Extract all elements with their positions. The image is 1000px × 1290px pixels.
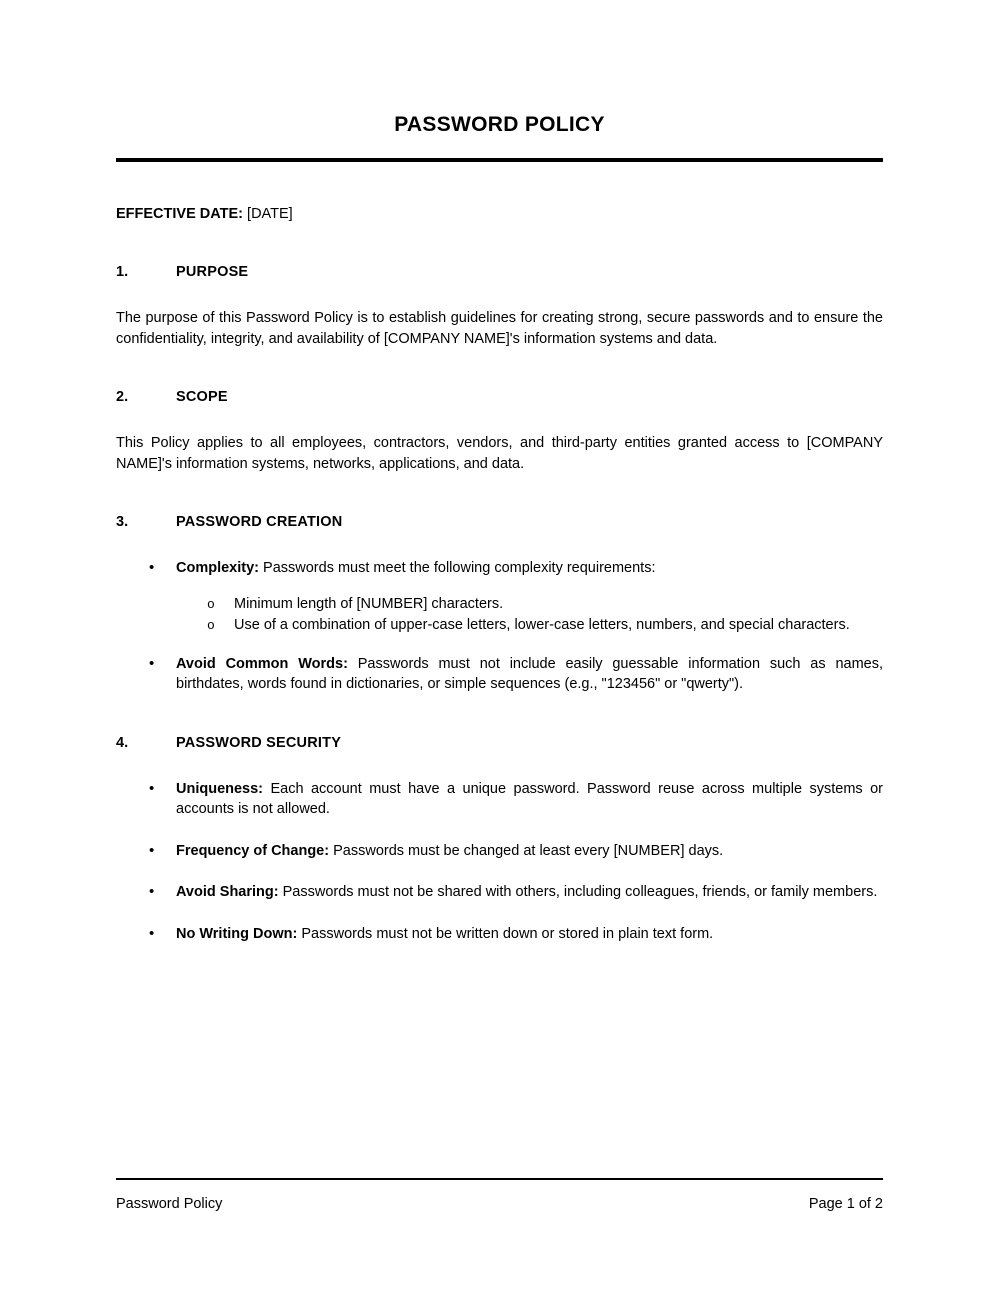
bullet-marker-icon: •: [149, 779, 155, 797]
section-heading-password-security: [116, 733, 883, 753]
bullet-list-password-security: [116, 779, 883, 945]
sub-list-item-text: Minimum length of [NUMBER] characters.: [234, 595, 504, 612]
footer-page-number: Page 1 of 2: [808, 1196, 883, 1212]
section-number: 2.: [116, 389, 129, 405]
page-footer: [116, 1178, 883, 1214]
list-item: [176, 594, 883, 615]
list-item: [116, 924, 883, 945]
bullet-marker-icon: •: [149, 654, 155, 672]
page-title: PASSWORD POLICY: [394, 113, 605, 136]
bullet-marker-icon: •: [149, 841, 155, 859]
list-item-term: Complexity:: [176, 560, 259, 576]
bullet-list-password-creation: [116, 558, 883, 695]
list-item-text: Each account must have a unique password. Password reuse across multiple systems or accounts is not allowed.: [176, 780, 883, 817]
sub-bullet-marker-icon: o: [207, 596, 215, 612]
effective-date-label: EFFECTIVE DATE:: [116, 206, 244, 222]
list-item-term: Frequency of Change:: [176, 842, 330, 859]
list-item-text: Passwords must not be written down or stored in plain text form.: [297, 925, 714, 942]
sub-bullet-list-complexity: [176, 594, 883, 636]
footer-document-name: Password Policy: [116, 1196, 223, 1212]
list-item-text: Passwords must not include easily guessable information such as names, birthdates, words found in dictionaries, or simple sequences (e.g., "123456" or "qwerty").: [176, 655, 883, 692]
title-divider: [116, 158, 883, 162]
section-heading-purpose: [116, 262, 883, 282]
section-number: 3.: [116, 514, 129, 530]
section-number: 1.: [116, 264, 129, 280]
footer-divider: [116, 1178, 883, 1180]
list-item: [116, 779, 883, 820]
section-title: PASSWORD CREATION: [176, 514, 343, 530]
section-title: PASSWORD SECURITY: [176, 734, 342, 751]
effective-date-value: [DATE]: [247, 206, 293, 222]
section-number: 4.: [116, 734, 129, 751]
list-item-text: Passwords must be changed at least every [NUMBER] days.: [329, 842, 724, 859]
sub-list-item-text: Use of a combination of upper-case letters, lower-case letters, numbers, and special characters.: [234, 616, 850, 633]
section-title: PURPOSE: [176, 264, 249, 280]
list-item: [116, 841, 883, 862]
section-heading-password-creation: [116, 512, 883, 532]
section-paragraph-purpose: The purpose of this Password Policy is to establish guidelines for creating strong, secure passwords and to ensure the confidentiality, integrity, and availability of [COMPANY NAME]'s information systems and data.: [116, 310, 883, 347]
list-item: [176, 615, 883, 636]
document-content: [116, 0, 883, 944]
section-heading-scope: [116, 387, 883, 407]
list-item-term: Avoid Sharing:: [176, 884, 279, 900]
bullet-marker-icon: •: [149, 924, 155, 942]
list-item: [116, 882, 883, 903]
list-item-text: Passwords must meet the following complexity requirements:: [259, 560, 656, 576]
effective-date-line: [116, 204, 883, 224]
list-item: [116, 654, 883, 695]
section-paragraph-scope: This Policy applies to all employees, contractors, vendors, and third-party entities granted access to [COMPANY NAME]'s information systems, networks, applications, and data.: [116, 435, 883, 472]
list-item: [116, 558, 883, 636]
list-item-term: Uniqueness:: [176, 780, 264, 797]
sub-bullet-marker-icon: o: [207, 617, 215, 633]
bullet-marker-icon: •: [149, 883, 155, 900]
footer-row: [116, 1194, 883, 1214]
section-title: SCOPE: [176, 389, 228, 405]
list-item-term: Avoid Common Words:: [176, 655, 348, 672]
bullet-marker-icon: •: [149, 559, 155, 576]
list-item-text: Passwords must not be shared with others, including colleagues, friends, or family members.: [278, 884, 878, 900]
list-item-term: No Writing Down:: [176, 925, 298, 942]
